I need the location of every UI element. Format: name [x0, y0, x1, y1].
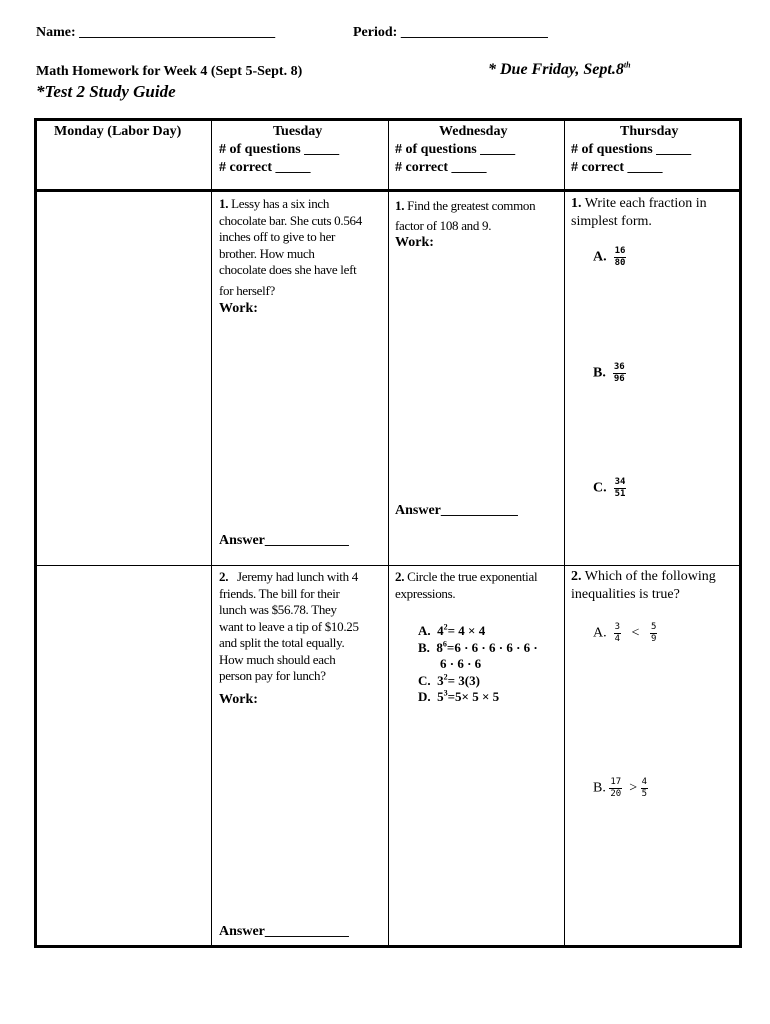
wednesday-q1-answer-field[interactable]: Answer___________	[395, 503, 518, 518]
thursday-fraction-a: A. $\frac{16}{80}$	[593, 246, 626, 268]
wednesday-correct-count[interactable]: # correct _____	[395, 160, 487, 175]
thursday-question-1: 1. Write each fraction in simplest form.	[571, 196, 707, 229]
option-a[interactable]: A. $4^2= 4 \times 4$	[418, 622, 486, 638]
thursday-fraction-c: C. $\frac{34}{51}$	[593, 477, 626, 499]
tuesday-q1-answer-field[interactable]: Answer____________	[219, 533, 349, 548]
header-wednesday: Wednesday	[439, 124, 508, 139]
wednesday-exponent-options: A. $4^2= 4 \times 4$ B. $8^6=6 \cdot 6 \cdot 6 \cdot 6 \cdot 6$ · 6 · 6 · 6 C. $3^2= 3(3)$ D. $5^3=5\times 5 \times 5$	[418, 623, 564, 706]
name-field[interactable]: Name: ____________________________	[36, 25, 276, 40]
wednesday-questions-count[interactable]: # of questions _____	[395, 142, 516, 157]
tuesday-question-2: 2. Jeremy had lunch with 4 friends. The bill for their lunch was $56.78. They want to leave a tip of $10.25 and split the total equally. How much should each person pay for lunch?	[219, 569, 359, 683]
page-title: Math Homework for Week 4 (Sept 5-Sept. 8)	[36, 64, 303, 79]
option-c[interactable]: C. $3^2= 3(3)$	[418, 672, 480, 688]
tuesday-q2-answer-field[interactable]: Answer____________	[219, 924, 349, 939]
wednesday-question-2: 2. Circle the true exponential expressions.	[395, 569, 538, 601]
thursday-questions-count[interactable]: # of questions _____	[571, 142, 692, 157]
period-field[interactable]: Period: _____________________	[353, 25, 548, 40]
tuesday-correct-count[interactable]: # correct _____	[219, 160, 311, 175]
thursday-fraction-b: B. $\frac{36}{96}$	[593, 362, 625, 384]
header-thursday: Thursday	[620, 124, 679, 139]
option-b[interactable]: B. $8^6=6 \cdot 6 \cdot 6 \cdot 6 \cdot 6$ ·	[418, 639, 538, 655]
thursday-inequality-b[interactable]: B. $\frac{17}{20}$ > $\frac{4}{5}$	[593, 777, 648, 799]
tuesday-question-1: 1. Lessy has a six inch chocolate bar. She cuts 0.564 inches off to give to her brother. How much chocolate does she have left for herself?	[219, 196, 362, 298]
header-tuesday: Tuesday	[273, 124, 323, 139]
wednesday-question-1: 1. Find the greatest common factor of 108 and 9.	[395, 198, 536, 233]
tuesday-q2-work-label: Work:	[219, 692, 258, 707]
header-monday: Monday (Labor Day)	[54, 124, 182, 139]
thursday-inequality-a[interactable]: A. $\frac{3}{4}$ < $\frac{5}{9}$	[593, 622, 657, 644]
thursday-correct-count[interactable]: # correct _____	[571, 160, 663, 175]
wednesday-q1-work-label: Work:	[395, 235, 434, 250]
option-d[interactable]: D. $5^3=5\times 5 \times 5$	[418, 688, 500, 704]
thursday-question-2: 2. Which of the following inequalities is true?	[571, 569, 716, 602]
tuesday-questions-count[interactable]: # of questions _____	[219, 142, 340, 157]
tuesday-q1-work-label: Work:	[219, 301, 258, 316]
page-subtitle: *Test 2 Study Guide	[36, 82, 176, 101]
due-date: * Due Friday, Sept.8th	[488, 60, 631, 78]
